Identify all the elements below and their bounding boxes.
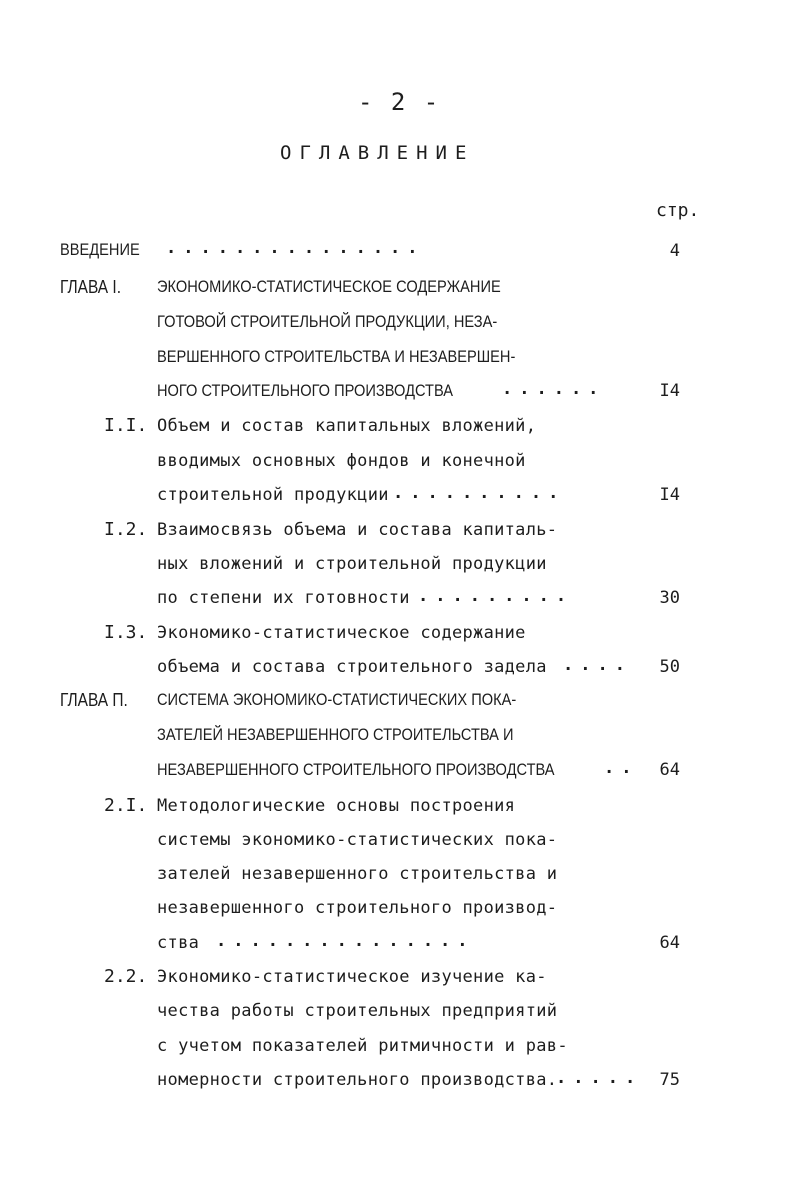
toc-line: номерности строительного производства. xyxy=(157,1070,558,1090)
leader-dots: ...... xyxy=(502,379,606,399)
leader-dots: ............... xyxy=(216,931,475,951)
toc-line: НОГО СТРОИТЕЛЬНОГО ПРОИЗВОДСТВА xyxy=(157,381,454,400)
toc-page-number: 75 xyxy=(659,1070,680,1090)
toc-line: Объем и состав капитальных вложений, xyxy=(157,416,537,436)
page-column-header: стр. xyxy=(656,200,700,221)
toc-line: ЭКОНОМИКО-СТАТИСТИЧЕСКОЕ СОДЕРЖАНИЕ xyxy=(157,277,501,296)
toc-line: Экономико-статистическое содержание xyxy=(157,623,526,643)
leader-dots: .... xyxy=(563,655,632,675)
toc-line: чества работы строительных предприятий xyxy=(157,1001,558,1021)
toc-page-number: 64 xyxy=(659,760,680,780)
toc-line: СИСТЕМА ЭКОНОМИКО-СТАТИСТИЧЕСКИХ ПОКА- xyxy=(157,690,517,709)
chapter-label: ГЛАВА П. xyxy=(60,690,128,710)
toc-line: ства xyxy=(157,933,200,953)
leader-dots: .. xyxy=(604,758,639,778)
toc-line: ных вложений и строительной продукции xyxy=(157,554,547,574)
section-label: 2.2. xyxy=(104,966,148,987)
toc-line: вводимых основных фондов и конечной xyxy=(157,451,526,471)
toc-line: строительной продукции xyxy=(157,485,389,505)
section-label: I.3. xyxy=(104,622,148,643)
toc-line: незавершенного строительного производ- xyxy=(157,898,558,918)
toc-line: объема и состава строительного задела xyxy=(157,657,547,677)
toc-line: системы экономико-статистических пока- xyxy=(157,830,558,850)
toc-page-number: 4 xyxy=(669,241,680,261)
toc-entry-intro xyxy=(60,240,153,260)
section-label: 2.I. xyxy=(104,795,148,816)
toc-page-number: 50 xyxy=(659,657,680,677)
leader-dots: ..... xyxy=(556,1068,643,1088)
toc-line: с учетом показателей ритмичности и рав- xyxy=(157,1036,568,1056)
toc-line: зателей незавершенного строительства и xyxy=(157,864,558,884)
toc-line: ГОТОВОЙ СТРОИТЕЛЬНОЙ ПРОДУКЦИИ, НЕЗА- xyxy=(157,312,498,331)
leader-dots: ......... xyxy=(418,586,574,606)
leader-dots: ............... xyxy=(166,238,425,258)
toc-line: Экономико-статистическое изучение ка- xyxy=(157,967,547,987)
toc-line: ЗАТЕЛЕЙ НЕЗАВЕРШЕННОГО СТРОИТЕЛЬСТВА И xyxy=(157,725,514,744)
page-number: - 2 - xyxy=(358,88,441,116)
toc-line: ВЕРШЕННОГО СТРОИТЕЛЬСТВА И НЕЗАВЕРШЕН- xyxy=(157,347,516,366)
toc-page-number: I4 xyxy=(659,485,680,505)
toc-line: Методологические основы построения xyxy=(157,796,516,816)
toc-line: ВВЕДЕНИЕ xyxy=(60,240,140,259)
toc-line: НЕЗАВЕРШЕННОГО СТРОИТЕЛЬНОГО ПРОИЗВОДСТВА xyxy=(157,760,555,779)
section-label: I.2. xyxy=(104,519,148,540)
toc-page-number: I4 xyxy=(659,381,680,401)
section-label: I.I. xyxy=(104,415,148,436)
leader-dots: .......... xyxy=(393,483,566,503)
chapter-label: ГЛАВА I. xyxy=(60,277,122,297)
toc-line: Взаимосвязь объема и состава капиталь- xyxy=(157,520,558,540)
toc-line: по степени их готовности xyxy=(157,588,410,608)
page-title: ОГЛАВЛЕНИЕ xyxy=(280,142,475,164)
toc-page-number: 64 xyxy=(659,933,680,953)
toc-page-number: 30 xyxy=(659,588,680,608)
